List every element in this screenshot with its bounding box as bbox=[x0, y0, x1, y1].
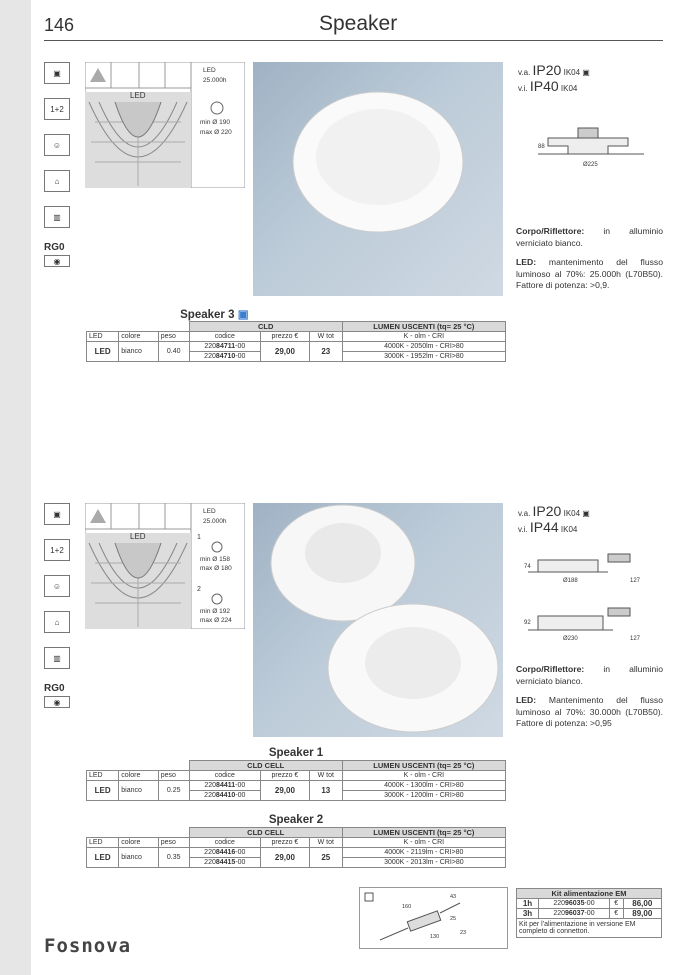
table-speaker-1: Speaker 1 CLD CELL LUMEN USCENTI (tq= 25 °C) LED colore peso codice prezzo € W tot K - olm - CRI LED bianco 0.25 22084411-00 29,00 13 4000K - 1300lm - CRI>80 22084410-00 3000K - 1200lm - CRI>80 bbox=[86, 746, 506, 801]
ip-vi-2: IP44 bbox=[529, 519, 559, 535]
table-row: 3h 22096037-00 € 89,00 bbox=[517, 909, 662, 919]
svg-text:88: 88 bbox=[538, 144, 545, 150]
svg-text:max Ø 224: max Ø 224 bbox=[200, 617, 232, 624]
insulation-class-icon: 1+2 bbox=[44, 539, 70, 561]
svg-text:130: 130 bbox=[430, 934, 440, 940]
table-row: 1h 22096035-00 € 86,00 bbox=[517, 899, 662, 909]
driver-drawing bbox=[359, 887, 508, 949]
table-speaker-3: Speaker 3 ▣ CLD LUMEN USCENTI (tq= 25 °C) LED colore peso codice prezzo € W tot K - olm - CRI LED bianco 0.40 22084711-00 29,00 23 4000K - 2050lm - CRI>80 22084710-00 3000K - 1952lm - CRI>80 bbox=[86, 307, 506, 362]
insulation-class-icon: 1+2 bbox=[44, 98, 70, 120]
header-rule bbox=[44, 40, 663, 41]
house-icon: ⌂ bbox=[44, 611, 70, 633]
table-title: Speaker 3 ▣ bbox=[180, 309, 249, 321]
led-label-1: LED bbox=[130, 91, 146, 100]
ip-va-1: IP20 bbox=[532, 62, 562, 78]
table-row: 22084710-00 bbox=[189, 352, 260, 362]
rg0-label: RG0 bbox=[44, 242, 65, 253]
dimension-drawing-2 bbox=[518, 540, 664, 655]
table-speaker-2: Speaker 2 CLD CELL LUMEN USCENTI (tq= 25 °C) LED colore peso codice prezzo € W tot K - olm - CRI LED bianco 0.35 22084416-00 29,00 25 4000K - 2119lm - CRI>80 22084415-00 3000K - 2013lm - CRI>80 bbox=[86, 813, 506, 868]
table-row: 22084711-00 bbox=[189, 342, 260, 352]
svg-text:Ø230: Ø230 bbox=[563, 636, 578, 642]
svg-text:43: 43 bbox=[450, 894, 457, 900]
dimension-drawing-1 bbox=[518, 118, 664, 193]
table-row: 22084415-00 bbox=[189, 858, 260, 868]
ip-vi-1: IP40 bbox=[529, 78, 559, 94]
svg-text:92: 92 bbox=[524, 620, 531, 626]
ip-symbol-icon: ▣ bbox=[582, 509, 590, 518]
svg-text:LED: LED bbox=[203, 67, 216, 74]
svg-text:max Ø 180: max Ø 180 bbox=[200, 565, 232, 572]
svg-text:1: 1 bbox=[197, 534, 201, 541]
ip-rating-icon: ▣ bbox=[44, 62, 70, 84]
brand-logo: Fosnova bbox=[44, 935, 132, 957]
ip-rating-block-1: v.a. IP20 IK04 ▣ v.i. IP40 IK04 bbox=[518, 62, 590, 94]
ip-rating-block-2: v.a. IP20 IK04 ▣ v.i. IP44 IK04 bbox=[518, 503, 590, 535]
product-photo-speaker-1-2 bbox=[253, 503, 503, 737]
svg-text:25.000h: 25.000h bbox=[203, 518, 227, 525]
kit-note: Kit per l'alimentazione in versione EM completo di connettori. bbox=[517, 919, 662, 938]
kit-table: Kit alimentazione EM 1h 22096035-00 € 86,00 3h 22096037-00 € 89,00 Kit per l'alimentazione in versione EM completo di connettori. bbox=[516, 888, 662, 938]
building-icon: ▥ bbox=[44, 647, 70, 669]
ip-symbol-icon: ▣ bbox=[582, 68, 590, 77]
svg-text:23: 23 bbox=[460, 930, 467, 936]
svg-text:LED: LED bbox=[130, 532, 146, 541]
person-icon: ☺ bbox=[44, 134, 70, 156]
description-1: Corpo/Riflettore: in alluminio verniciato bianco. LED: mantenimento del flusso luminoso al 70%: 25.000h (L70B50). Fattore di potenza: >0,9. bbox=[516, 226, 663, 290]
house-icon: ⌂ bbox=[44, 170, 70, 192]
ip-rating-icon: ▣ bbox=[44, 503, 70, 525]
side-bar bbox=[0, 0, 31, 975]
svg-text:min Ø 192: min Ø 192 bbox=[200, 608, 230, 615]
description-2: Corpo/Riflettore: in alluminio verniciato bianco. LED: Mantenimento del flusso luminoso al 70%: 30.000h (L70B50). Fattore di potenza: >0,95 bbox=[516, 664, 663, 728]
page-number: 146 bbox=[44, 15, 75, 35]
person-icon: ☺ bbox=[44, 575, 70, 597]
svg-text:Ø225: Ø225 bbox=[583, 162, 598, 168]
icon-column-2 bbox=[44, 503, 70, 722]
table-row: 22084416-00 bbox=[189, 848, 260, 858]
rg0-label: RG0 bbox=[44, 683, 65, 694]
svg-text:127: 127 bbox=[630, 578, 641, 584]
product-photo-speaker-3 bbox=[253, 62, 503, 296]
info-icon: ▣ bbox=[237, 309, 249, 321]
svg-text:25: 25 bbox=[450, 916, 457, 922]
table-row: 22084410-00 bbox=[189, 791, 260, 801]
icon-column-1 bbox=[44, 62, 70, 281]
eye-icon: ◉ bbox=[44, 696, 70, 708]
photometric-diagram-1 bbox=[85, 62, 245, 193]
eye-icon: ◉ bbox=[44, 255, 70, 267]
table-row: 22084411-00 bbox=[189, 781, 260, 791]
max-diameter-1: max Ø 220 bbox=[200, 129, 232, 136]
building-icon: ▥ bbox=[44, 206, 70, 228]
svg-text:2: 2 bbox=[197, 586, 201, 593]
page-title: Speaker bbox=[319, 12, 398, 35]
ip-va-2: IP20 bbox=[532, 503, 562, 519]
min-diameter-1: min Ø 190 bbox=[200, 119, 230, 126]
photometric-diagram-2 bbox=[85, 503, 245, 634]
svg-text:25.000h: 25.000h bbox=[203, 77, 227, 84]
svg-text:160: 160 bbox=[402, 904, 412, 910]
svg-text:LED: LED bbox=[203, 508, 216, 515]
svg-text:min Ø 158: min Ø 158 bbox=[200, 556, 230, 563]
svg-text:127: 127 bbox=[630, 636, 641, 642]
svg-text:74: 74 bbox=[524, 564, 531, 570]
svg-text:Ø188: Ø188 bbox=[563, 578, 578, 584]
